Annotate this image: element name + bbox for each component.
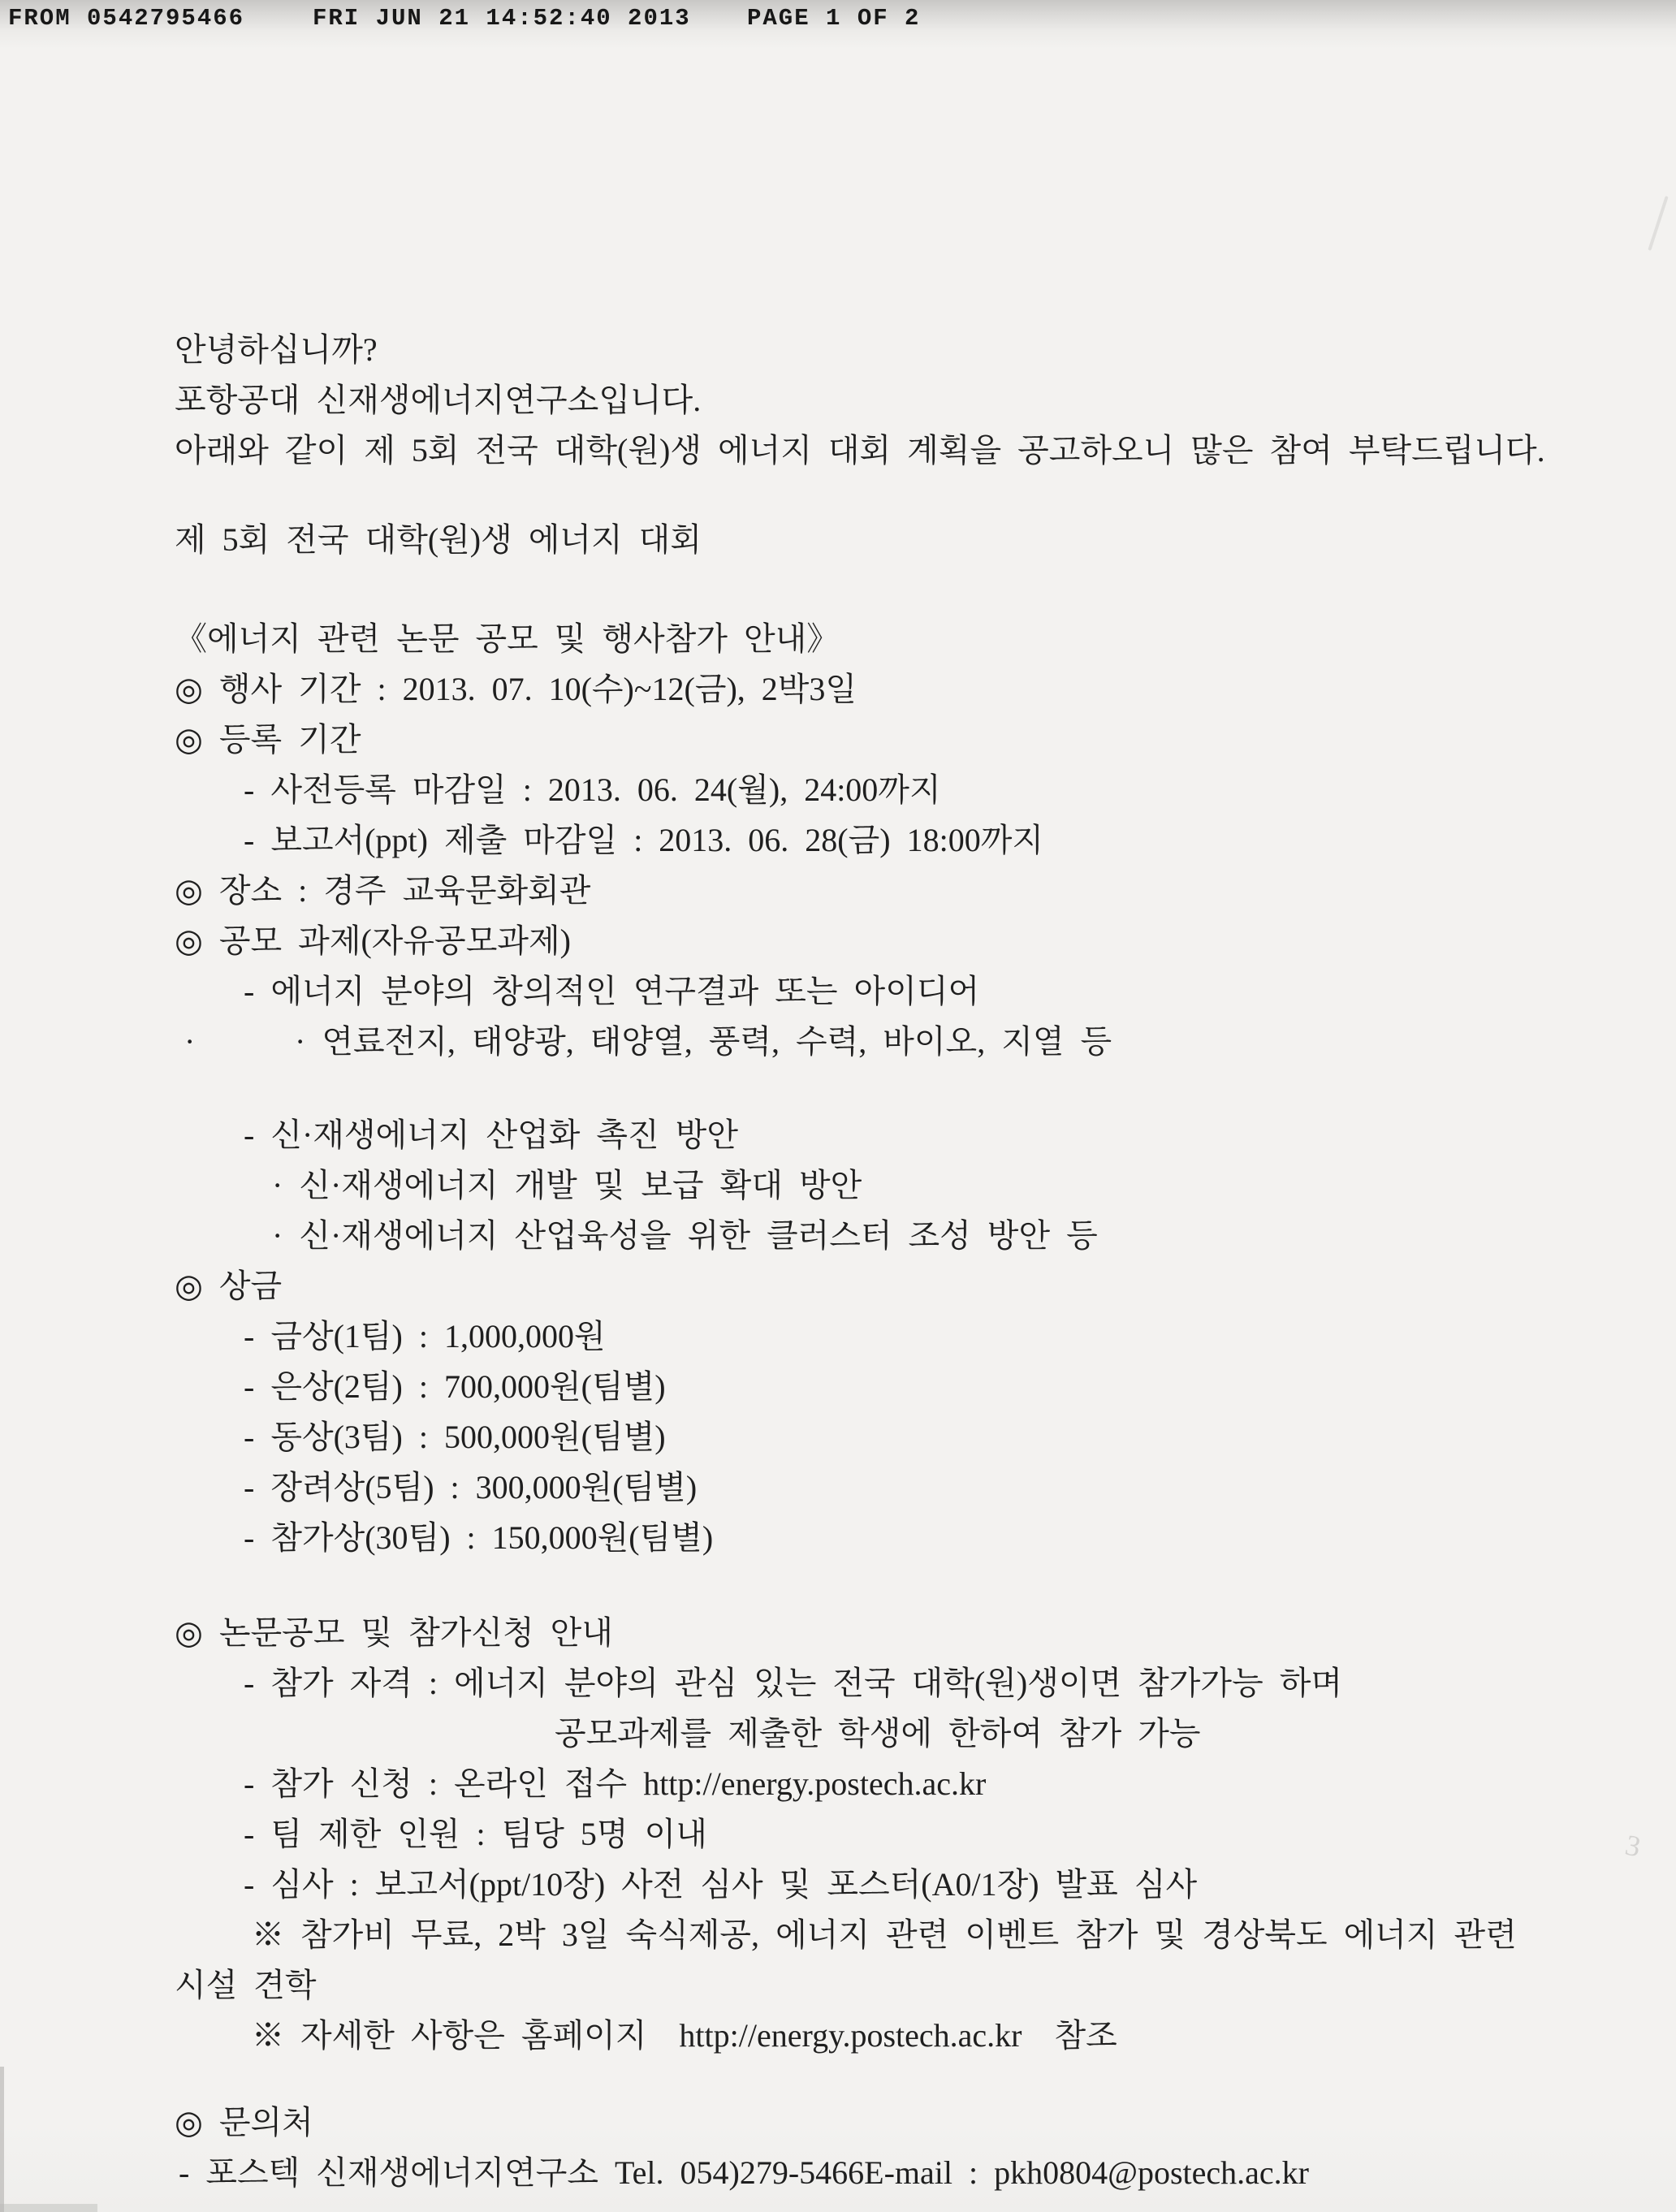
- document-line-text: ◎ 문의처: [175, 2104, 313, 2141]
- document-line-text: - 참가상(30팀) : 150,000원(팀별): [244, 1519, 714, 1556]
- document-line: [0, 916, 1676, 966]
- document-line-text: · 신·재생에너지 개발 및 보급 확대 방안: [272, 1167, 862, 1203]
- document-line: [0, 1261, 1676, 1311]
- scan-artifact-mark: 3: [1622, 1828, 1644, 1864]
- document-line-text: - 팀 제한 인원 : 팀당 5명 이내: [244, 1816, 707, 1852]
- document-line: [0, 664, 1676, 715]
- document-line-text: ※ 자세한 사항은 홈페이지 http://energy.postech.ac.kr 참조: [252, 2017, 1117, 2054]
- document-line-text: ◎ 공모 과제(자유공모과제): [175, 922, 571, 959]
- document-line-text: 아래와 같이 제 5회 전국 대학(원)생 에너지 대회 계획을 공고하오니 많은 참여 부탁드립니다.: [175, 432, 1545, 469]
- document-line: [0, 1462, 1676, 1513]
- document-line-text: - 참가 신청 : 온라인 접수 http://energy.postech.ac.kr: [244, 1765, 987, 1802]
- document-line-text: - 은상(2팀) : 700,000원(팀별): [244, 1368, 666, 1405]
- document-line: [0, 1160, 1676, 1211]
- document-line: [0, 426, 1676, 476]
- document-line-text: 안녕하십니까?: [175, 331, 378, 368]
- stray-dot-mark: ·: [184, 1023, 196, 1060]
- document-line-text: · 연료전지, 태양광, 태양열, 풍력, 수력, 바이오, 지열 등: [295, 1023, 1112, 1060]
- document-line: [0, 2148, 1676, 2198]
- document-line-text: - 포스텍 신재생에너지연구소 Tel. 054)279-5466E-mail : pkh0804@postech.ac.kr: [179, 2154, 1309, 2191]
- document-line: [0, 325, 1676, 375]
- document-line-text: ◎ 상금: [175, 1268, 283, 1304]
- document-line: [0, 1362, 1676, 1412]
- document-line: [0, 966, 1676, 1017]
- document-line-text: ◎ 장소 : 경주 교육문화회관: [175, 872, 591, 909]
- document-line: [0, 1960, 1676, 2011]
- document-line-text: 포항공대 신재생에너지연구소입니다.: [175, 382, 702, 418]
- document-line: [0, 1311, 1676, 1362]
- document-line: [0, 1759, 1676, 1809]
- document-line-text: · 신·재생에너지 산업육성을 위한 클러스터 조성 방안 등: [272, 1217, 1098, 1254]
- document-line: [0, 2098, 1676, 2148]
- document-line-text: ◎ 등록 기간: [175, 721, 361, 758]
- document-line-text: 《에너지 관련 논문 공모 및 행사참가 안내》: [175, 620, 840, 657]
- fax-page-count: PAGE 1 OF 2: [747, 5, 921, 32]
- fax-from-number: FROM 0542795466: [8, 5, 245, 32]
- document-line-text: - 참가 자격 : 에너지 분야의 관심 있는 전국 대학(원)생이면 참가가능 하며: [244, 1665, 1342, 1701]
- document-line: [0, 1709, 1676, 1759]
- scan-edge-shadow-bottom: [0, 2204, 97, 2212]
- document-line-text: ※ 참가비 무료, 2박 3일 숙식제공, 에너지 관련 이벤트 참가 및 경상북도 에너지 관련: [252, 1916, 1517, 1953]
- document-line: [0, 375, 1676, 426]
- document-line: [0, 1412, 1676, 1462]
- document-line: [0, 1211, 1676, 1261]
- document-line-text: - 장려상(5팀) : 300,000원(팀별): [244, 1469, 698, 1506]
- document-line-text: - 보고서(ppt) 제출 마감일 : 2013. 06. 28(금) 18:00까지: [244, 822, 1043, 858]
- document-line: [0, 515, 1676, 565]
- document-line-text: - 에너지 분야의 창의적인 연구결과 또는 아이디어: [244, 973, 980, 1009]
- document-line-text: - 신·재생에너지 산업화 촉진 방안: [244, 1117, 738, 1153]
- document-line: [0, 715, 1676, 765]
- document-line-text: 시설 견학: [175, 1967, 317, 2003]
- document-line-text: - 사전등록 마감일 : 2013. 06. 24(월), 24:00까지: [244, 771, 941, 808]
- document-line: [0, 1110, 1676, 1160]
- document-line: [0, 866, 1676, 916]
- document-line-text: 공모과제를 제출한 학생에 한하여 참가 가능: [555, 1715, 1201, 1752]
- document-line-text: - 금상(1팀) : 1,000,000원: [244, 1318, 606, 1354]
- document-line: [0, 1658, 1676, 1709]
- document-line: [0, 1608, 1676, 1658]
- document-line: [0, 765, 1676, 815]
- document-line-text: 제 5회 전국 대학(원)생 에너지 대회: [175, 521, 702, 558]
- document-line: [0, 614, 1676, 664]
- document-line: [0, 815, 1676, 866]
- fax-datetime: FRI JUN 21 14:52:40 2013: [313, 5, 691, 32]
- document-line: [0, 2011, 1676, 2061]
- document-line: [0, 1860, 1676, 1910]
- document-line: [0, 1513, 1676, 1563]
- document-line: [0, 1910, 1676, 1960]
- document-line-text: - 심사 : 보고서(ppt/10장) 사전 심사 및 포스터(A0/1장) 발표 심사: [244, 1866, 1198, 1903]
- document-line: [0, 1017, 1676, 1067]
- document-line: [0, 1809, 1676, 1860]
- document-line-text: ◎ 논문공모 및 참가신청 안내: [175, 1614, 613, 1651]
- document-line-text: - 동상(3팀) : 500,000원(팀별): [244, 1419, 666, 1455]
- document-line-text: ◎ 행사 기간 : 2013. 07. 10(수)~12(금), 2박3일: [175, 671, 857, 707]
- scan-edge-shadow-left: [0, 2067, 4, 2212]
